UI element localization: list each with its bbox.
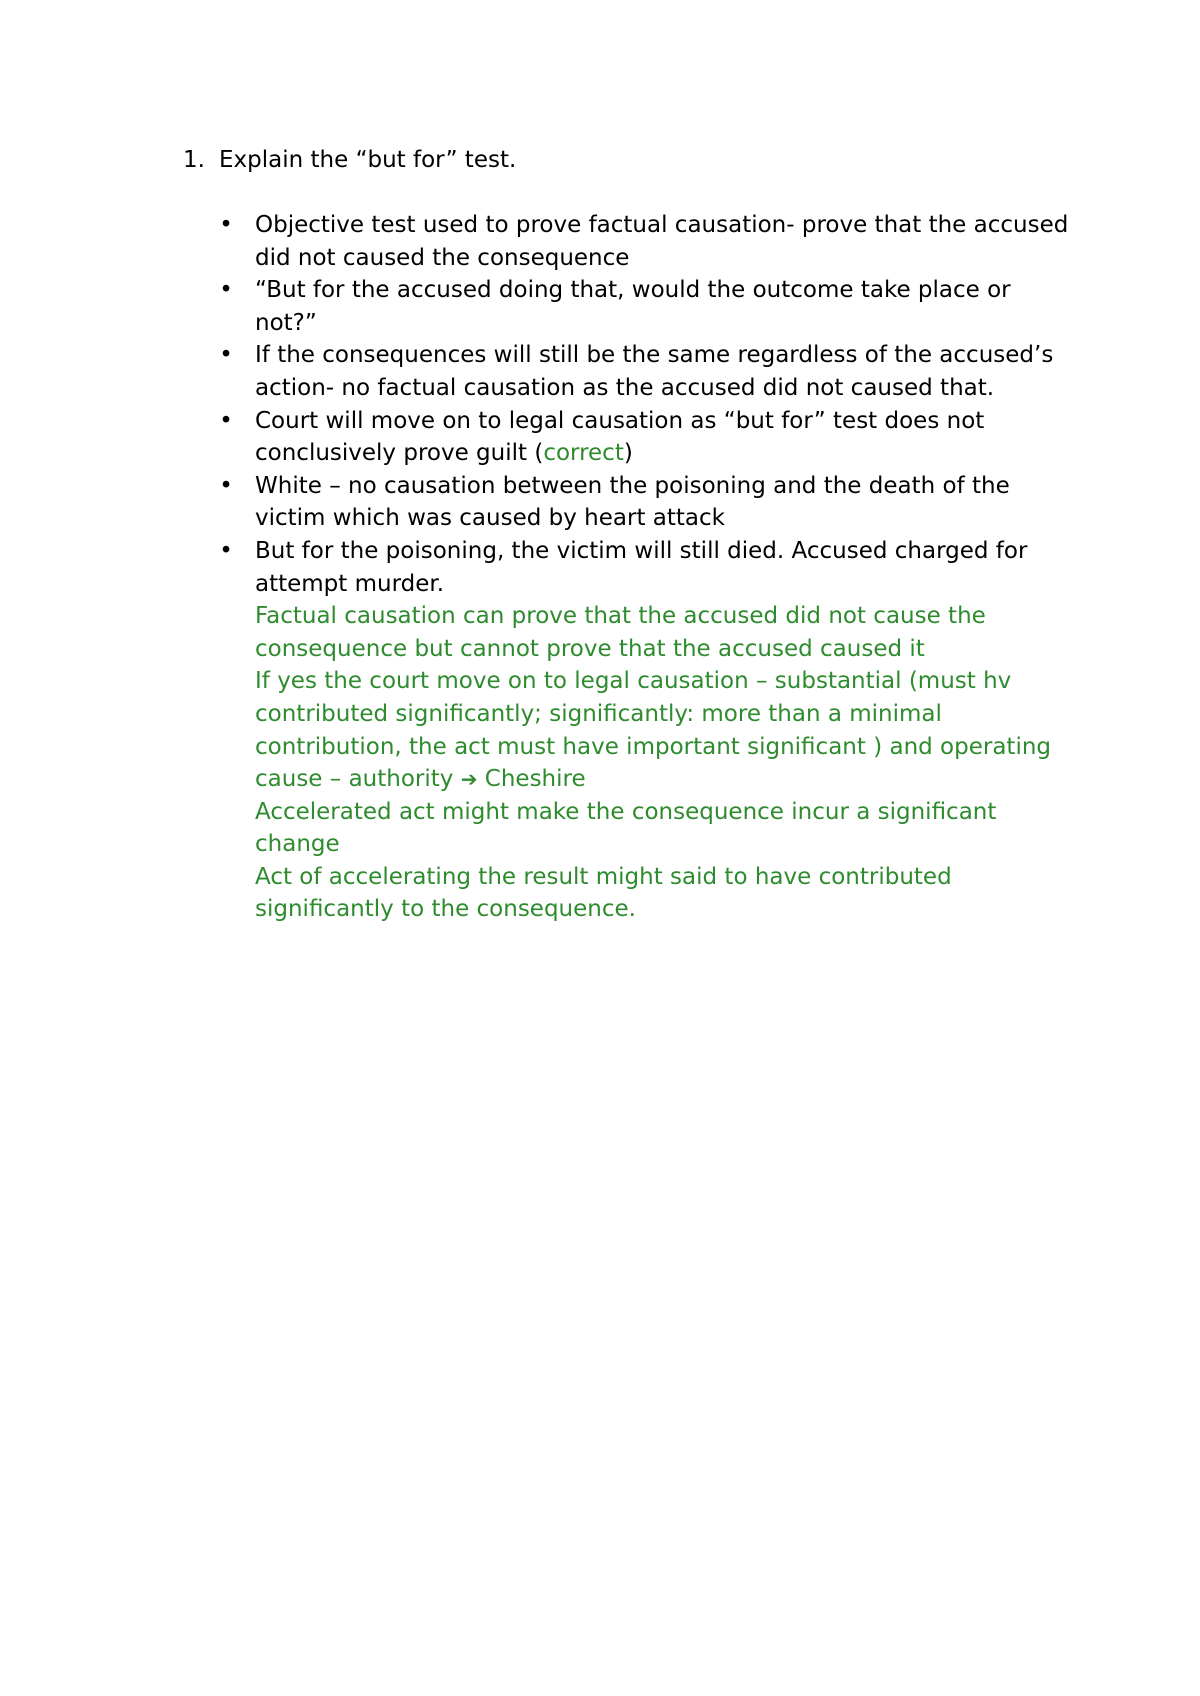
bullet-icon: •: [219, 212, 233, 238]
list-item-text: But for the poisoning, the victim will still died. Accused charged for attempt murder.: [255, 537, 1028, 597]
list-item: [216, 405, 1076, 470]
question-text: Explain the “but for” test.: [219, 147, 517, 173]
annotation-line: Factual causation can prove that the accused did not cause the consequence but cannot prove that the accused caused it: [255, 603, 986, 662]
annotation-case-name: Cheshire: [484, 766, 586, 793]
annotation-line: Act of accelerating the result might said to have contributed significantly to the consequence.: [255, 863, 952, 923]
green-annotations: [216, 600, 1076, 926]
list-item-text: Court will move on to legal causation as “but for” test does not conclusively prove guilt (: [255, 407, 985, 467]
bullet-icon: •: [219, 537, 233, 564]
annotation-text: If yes the court move on to legal causation – substantial (must hv contributed significantly; significantly: more than a minimal contribution, the act must have important significant ) and operating cause – authority: [255, 668, 1052, 793]
list-item: [216, 470, 1076, 535]
question-number: 1.: [183, 147, 205, 173]
bullet-icon: •: [219, 342, 233, 369]
list-item-suffix: ): [623, 440, 633, 467]
list-item-text: “But for the accused doing that, would the outcome take place or not?”: [255, 277, 1011, 336]
annotation-correct: correct: [543, 440, 624, 467]
list-item: [216, 339, 1076, 404]
list-item-text: Objective test used to prove factual causation- prove that the accused did not caused the consequence: [255, 212, 1069, 271]
arrow-right-icon: ➔: [460, 767, 478, 792]
bullet-icon: •: [219, 407, 233, 434]
bullet-icon: •: [219, 472, 233, 499]
question-heading: [183, 144, 516, 176]
annotation-line: [255, 665, 1076, 795]
answer-content: [216, 209, 1076, 926]
bullet-icon: •: [219, 277, 233, 304]
list-item-text: White – no causation between the poisoning and the death of the victim which was caused by heart attack: [255, 472, 1010, 532]
list-item: [216, 535, 1076, 600]
annotation-line: Accelerated act might make the consequence incur a significant change: [255, 798, 997, 858]
list-item: [216, 209, 1076, 274]
list-item: [216, 274, 1076, 339]
bullet-list: [216, 209, 1076, 600]
list-item-text: If the consequences will still be the same regardless of the accused’s action- no factual causation as the accused did not caused that.: [255, 342, 1054, 401]
